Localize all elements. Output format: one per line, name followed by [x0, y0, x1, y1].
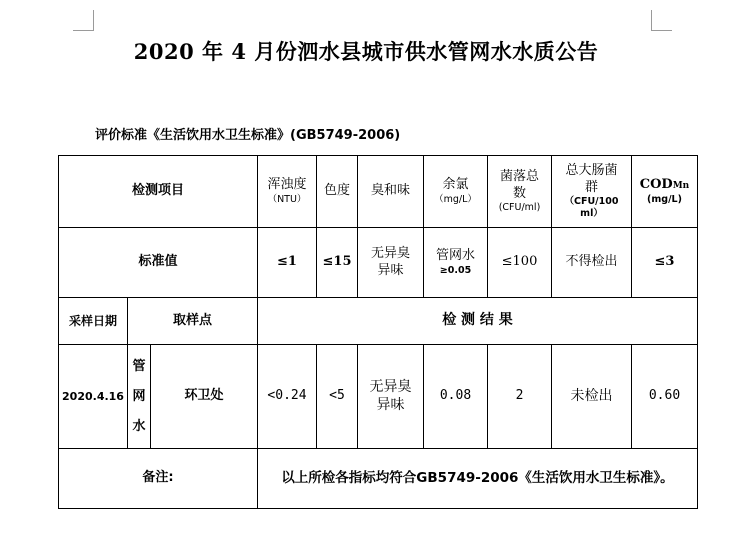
- header-cod: [632, 156, 698, 228]
- colonies-name-1: 菌落总: [499, 169, 539, 185]
- sampling-header-row: [59, 298, 698, 345]
- result-date: 2020.4.16: [59, 345, 128, 449]
- cod-unit: (mg/L): [647, 193, 682, 205]
- sampling-point-header: 取样点: [128, 298, 258, 345]
- standard-odor-line-2: 异味: [377, 262, 404, 278]
- standard-colonies: ≤100: [488, 228, 552, 298]
- standard-color: ≤15: [317, 228, 358, 298]
- header-color: 色度: [317, 156, 358, 228]
- standard-odor: [358, 228, 424, 298]
- coliform-unit-2: ml）: [580, 207, 603, 219]
- turbidity-unit: （NTU）: [267, 193, 307, 205]
- standard-chlorine: [424, 228, 488, 298]
- result-type-char-1: 管: [132, 358, 146, 374]
- result-odor-line-1: 无异臭: [369, 379, 412, 395]
- result-type: [128, 345, 151, 449]
- result-turbidity: <0.24: [258, 345, 317, 449]
- result-type-char-3: 水: [132, 418, 146, 434]
- document-title: 2020 年 4 月份泗水县城市供水管网水水质公告: [133, 39, 599, 64]
- chlorine-unit: （mg/L）: [434, 193, 477, 205]
- standard-coliform: 不得检出: [552, 228, 632, 298]
- remarks-row: [59, 449, 698, 509]
- standard-turbidity: ≤1: [258, 228, 317, 298]
- header-colonies: [488, 156, 552, 228]
- header-odor: 臭和味: [358, 156, 424, 228]
- coliform-name-2: 群: [584, 179, 598, 195]
- chlorine-name: 余氯: [442, 177, 469, 193]
- page-corner-mark-left: [73, 10, 94, 31]
- page-corner-mark-right: [651, 10, 672, 31]
- remarks-text: 以上所检各指标均符合GB5749-2006《生活饮用水卫生标准》。: [258, 449, 698, 509]
- colonies-unit: (CFU/ml): [498, 201, 541, 213]
- standard-row: [59, 228, 698, 298]
- result-colonies: 2: [488, 345, 552, 449]
- turbidity-name: 浑浊度: [267, 177, 307, 193]
- coliform-name-1: 总大肠菌: [565, 163, 618, 179]
- colonies-name-2: 数: [512, 185, 526, 201]
- cod-name: CODMn: [639, 177, 690, 193]
- header-row: [59, 156, 698, 228]
- results-header: 检 测 结 果: [258, 298, 698, 345]
- result-odor-line-2: 异味: [376, 396, 405, 413]
- evaluation-standard-line: 评价标准《生活饮用水卫生标准》(GB5749-2006): [95, 128, 401, 143]
- result-coliform: 未检出: [552, 345, 632, 449]
- standard-chlorine-line-2: ≥0.05: [439, 264, 472, 276]
- standard-cod: ≤3: [632, 228, 698, 298]
- result-odor: [358, 345, 424, 449]
- result-color: <5: [317, 345, 358, 449]
- result-location: 环卫处: [151, 345, 258, 449]
- header-coliform: [552, 156, 632, 228]
- header-item: 检测项目: [59, 156, 258, 228]
- coliform-unit-1: （CFU/100: [564, 195, 619, 207]
- standard-odor-line-1: 无异臭: [370, 246, 410, 262]
- result-cod: 0.60: [632, 345, 698, 449]
- result-type-char-2: 网: [132, 388, 146, 404]
- standard-label: 标准值: [59, 228, 258, 298]
- header-chlorine: [424, 156, 488, 228]
- remarks-label: 备注:: [59, 449, 258, 509]
- standard-chlorine-line-1: 管网水: [435, 248, 475, 264]
- water-quality-table: [58, 155, 698, 509]
- header-turbidity: [258, 156, 317, 228]
- result-row: [59, 345, 698, 449]
- sampling-date-header: 采样日期: [59, 298, 128, 345]
- result-chlorine: 0.08: [424, 345, 488, 449]
